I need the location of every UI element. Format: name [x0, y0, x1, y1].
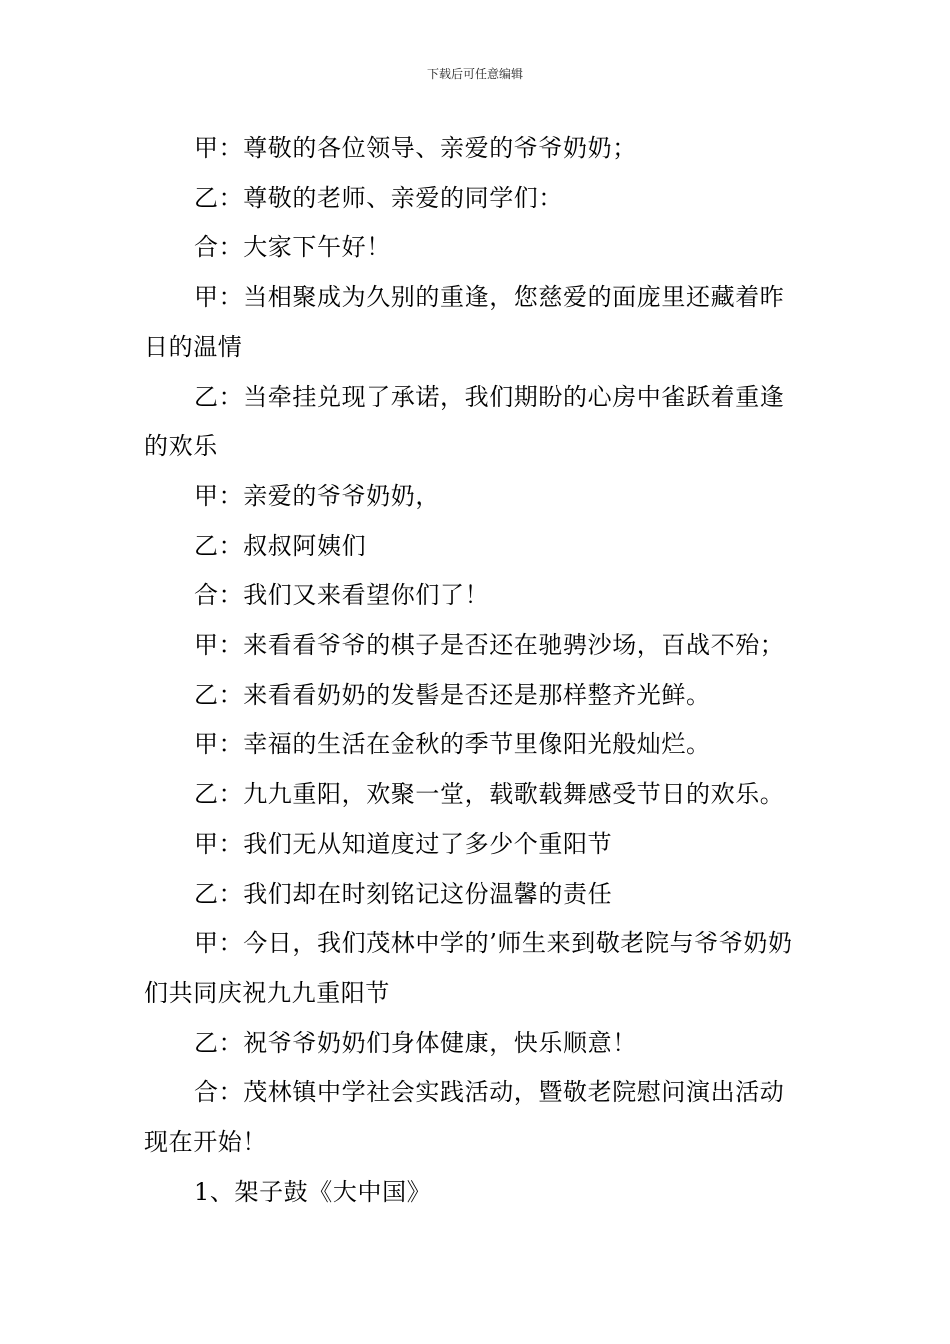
paragraph: 乙：来看看奶奶的发髻是否还是那样整齐光鲜。 [194, 680, 711, 709]
paragraph: 乙：叔叔阿姨们 [194, 531, 367, 560]
paragraph: 合：我们又来看望你们了！ [194, 581, 490, 610]
paragraph: 甲：幸福的生活在金秋的季节里像阳光般灿烂。 [194, 730, 711, 759]
paragraph: 乙：九九重阳，欢聚一堂，载歌载舞感受节日的欢乐。 [194, 780, 785, 809]
header-note: 下载后可任意编辑 [426, 67, 523, 81]
paragraph: 1、架子鼓《大中国》 [194, 1177, 432, 1206]
paragraph: 乙：祝爷爷奶奶们身体健康，快乐顺意！ [194, 1028, 637, 1057]
paragraph: 乙：尊敬的老师、亲爱的同学们： [194, 183, 563, 212]
document-body [144, 124, 808, 1217]
paragraph: 甲：今日，我们茂林中学的’师生来到敬老院与爷爷奶奶们共同庆祝九九重阳节 [144, 929, 793, 1007]
paragraph: 乙：我们却在时刻铭记这份温馨的责任 [194, 879, 613, 908]
paragraph: 合：茂林镇中学社会实践活动，暨敬老院慰问演出活动现在开始！ [144, 1078, 785, 1157]
paragraph: 甲：当相聚成为久别的重逢，您慈爱的面庞里还藏着昨日的温情 [144, 283, 785, 361]
paragraph: 甲：来看看爷爷的棋子是否还在驰骋沙场，百战不殆； [194, 631, 785, 660]
paragraph: 甲：尊敬的各位领导、亲爱的爷爷奶奶； [194, 134, 637, 162]
paragraph: 合：大家下午好！ [194, 233, 391, 262]
paragraph: 甲：我们无从知道度过了多少个重阳节 [194, 829, 613, 858]
paragraph: 甲：亲爱的爷爷奶奶， [194, 481, 440, 510]
paragraph: 乙：当牵挂兑现了承诺，我们期盼的心房中雀跃着重逢的欢乐 [144, 382, 785, 461]
